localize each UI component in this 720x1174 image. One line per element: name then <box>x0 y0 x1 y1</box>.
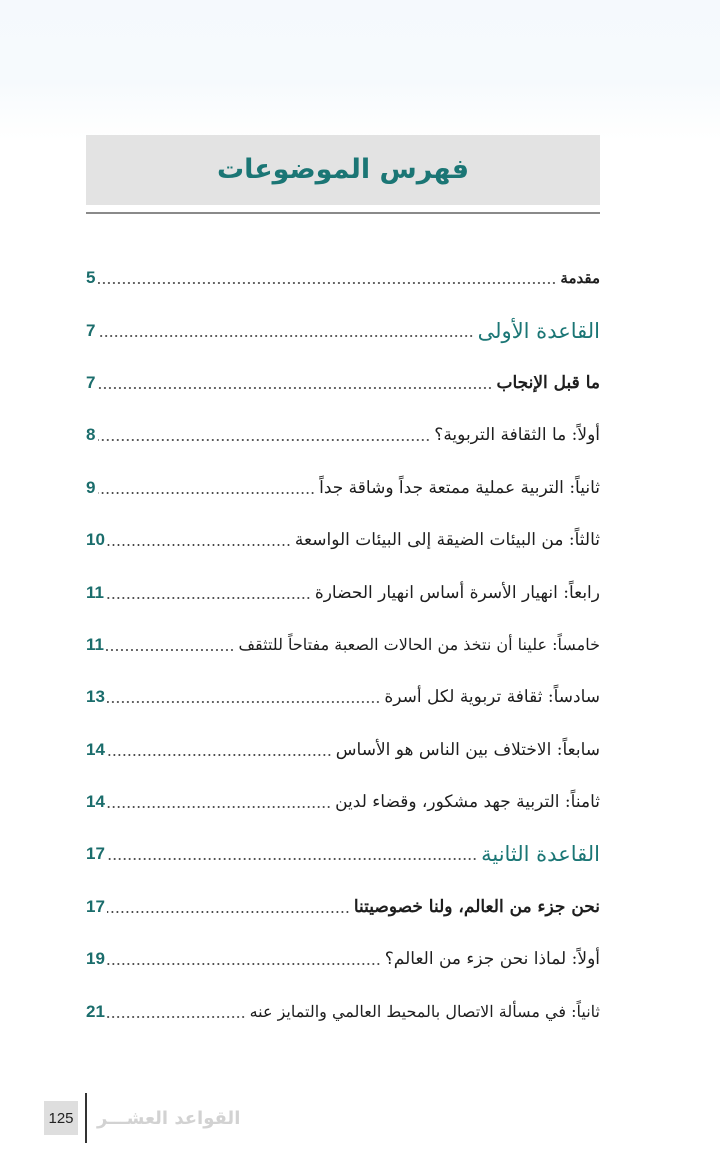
toc-entry[interactable] <box>86 462 600 514</box>
page-title: فهرس الموضوعات <box>216 153 470 185</box>
footer-divider <box>85 1093 87 1143</box>
toc-entry-label: سادساً: ثقافة تربوية لكل أسرة <box>384 687 600 708</box>
dot-leader <box>98 335 474 337</box>
book-title: القواعد العشـــر <box>97 1107 241 1129</box>
toc-entry[interactable] <box>86 933 600 985</box>
page-number: 125 <box>48 1109 74 1127</box>
toc-entry-page: 11 <box>86 634 104 654</box>
toc-entry-page: 14 <box>86 739 105 759</box>
toc-entry-label: سابعاً: الاختلاف بين الناس هو الأساس <box>335 739 600 760</box>
dot-leader <box>98 282 556 284</box>
toc-entry-label: أولاً: ما الثقافة التربوية؟ <box>434 425 600 446</box>
toc-entry[interactable] <box>86 619 600 671</box>
dot-leader <box>106 597 311 599</box>
toc-entry-introduction[interactable] <box>86 252 600 304</box>
title-divider <box>86 212 600 214</box>
toc-entry-page: 8 <box>86 425 96 445</box>
toc-entry-label: خامساً: علينا أن نتخذ من الحالات الصعبة مفتاحاً للتثقف <box>238 635 600 655</box>
toc-entry-page: 9 <box>86 477 96 497</box>
toc-entry-page: 7 <box>86 372 96 392</box>
toc-entry-label: ثامناً: التربية جهد مشكور، وقضاء لدين <box>335 792 600 813</box>
page-footer <box>44 1093 240 1143</box>
toc-entry-chapter-1[interactable] <box>86 304 600 356</box>
toc-entry-page: 10 <box>86 530 105 550</box>
dot-leader <box>107 963 381 965</box>
dot-leader <box>106 649 234 651</box>
toc-entry-page: 11 <box>86 582 104 602</box>
toc-entry[interactable] <box>86 409 600 461</box>
dot-leader <box>98 439 430 441</box>
dot-leader <box>107 1016 246 1018</box>
dot-leader <box>107 911 350 913</box>
dot-leader <box>107 544 291 546</box>
table-of-contents <box>86 252 600 1038</box>
toc-entry-label: نحن جزء من العالم، ولنا خصوصيتنا <box>353 896 600 917</box>
toc-entry-page: 17 <box>86 896 105 916</box>
toc-entry-label: أولاً: لماذا نحن جزء من العالم؟ <box>384 949 600 970</box>
toc-entry-page: 13 <box>86 687 105 707</box>
toc-entry-label: ثانياً: في مسألة الاتصال بالمحيط العالمي والتمايز عنه <box>249 1002 600 1022</box>
toc-entry-chapter-2[interactable] <box>86 828 600 880</box>
toc-entry-label: القاعدة الثانية <box>481 842 600 867</box>
toc-entry[interactable] <box>86 514 600 566</box>
dot-leader <box>107 754 332 756</box>
toc-entry-page: 5 <box>86 268 96 288</box>
toc-entry-section[interactable] <box>86 881 600 933</box>
toc-entry-label: مقدمة <box>560 269 600 288</box>
toc-entry-label: ما قبل الإنجاب <box>496 372 600 393</box>
toc-entry-page: 14 <box>86 792 105 812</box>
dot-leader <box>107 806 331 808</box>
toc-entry-page: 19 <box>86 949 105 969</box>
toc-entry-section[interactable] <box>86 357 600 409</box>
toc-entry[interactable] <box>86 776 600 828</box>
page-number-badge <box>44 1101 78 1135</box>
toc-entry[interactable] <box>86 985 600 1037</box>
dot-leader <box>98 387 492 389</box>
dot-leader <box>98 492 315 494</box>
dot-leader <box>107 858 477 860</box>
toc-entry[interactable] <box>86 671 600 723</box>
toc-title-band <box>86 135 600 205</box>
toc-entry-page: 21 <box>86 1001 105 1021</box>
toc-entry[interactable] <box>86 566 600 618</box>
toc-entry-label: ثانياً: التربية عملية ممتعة جداً وشاقة جداً <box>319 477 600 498</box>
toc-entry-page: 7 <box>86 320 96 340</box>
toc-entry-label: رابعاً: انهيار الأسرة أساس انهيار الحضارة <box>314 582 600 603</box>
dot-leader <box>107 701 380 703</box>
toc-entry-label: ثالثاً: من البيئات الضيقة إلى البيئات الواسعة <box>294 530 600 551</box>
toc-entry-label: القاعدة الأولى <box>477 318 600 343</box>
toc-entry-page: 17 <box>86 844 105 864</box>
toc-entry[interactable] <box>86 724 600 776</box>
